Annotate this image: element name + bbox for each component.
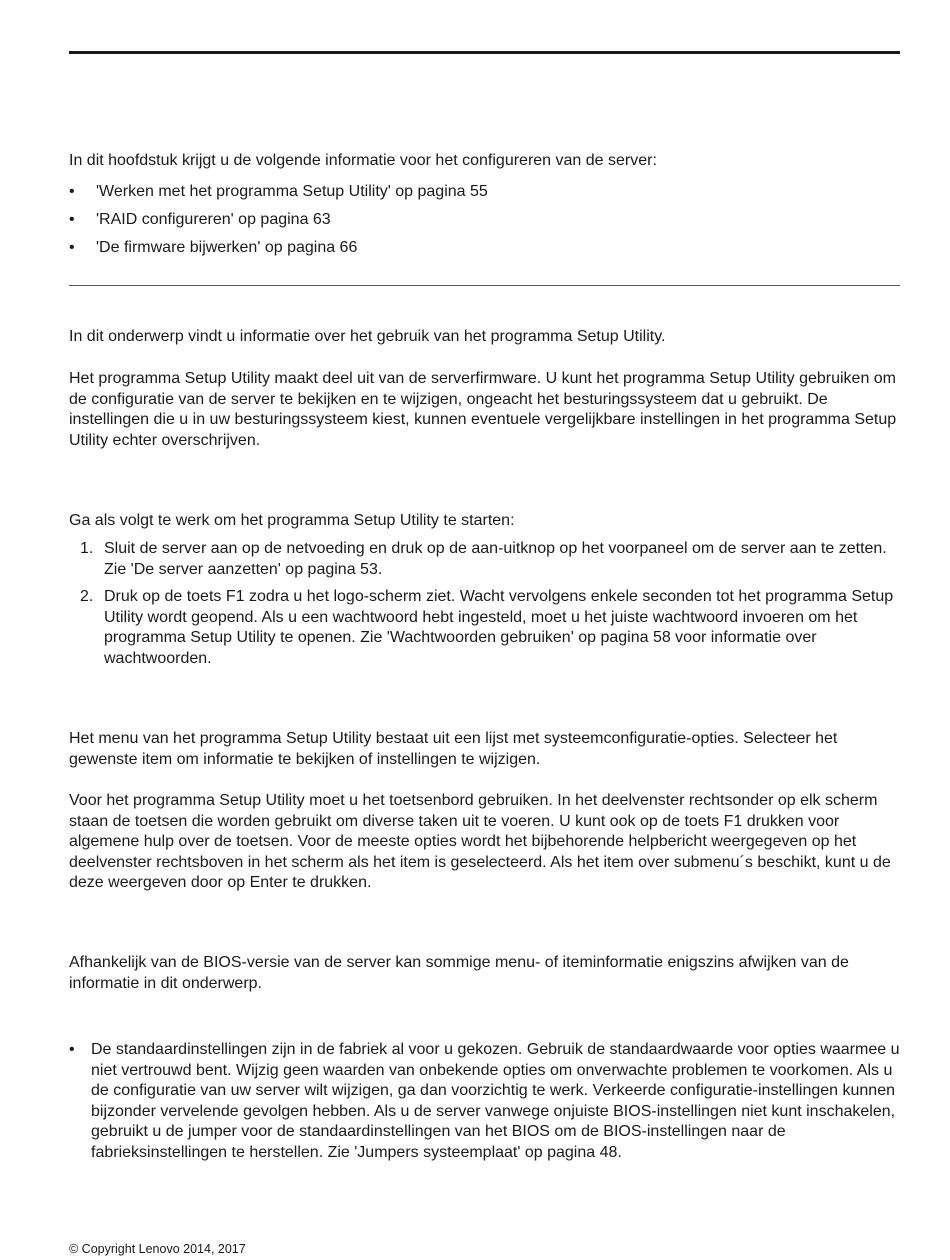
step-number: 1.: [80, 540, 94, 557]
keyboard-usage-text: Voor het programma Setup Utility moet u het toetsenbord gebruiken. In het deelvenster rechtsonder op elk scherm staan de toetsen die worden gebruikt om diverse taken uit te voeren. U kunt ook op de toets F1 drukken voor algemene hulp over de toetsen. Voor de meeste opties wordt het bijbehorende helpbericht weergegeven op het deelvenster rechtsboven in het scherm als het item is geselecteerd. Als het item over submenu´s beschikt, kunt u de deze weergeven door op Enter te drukken.: [69, 792, 891, 891]
bullet-icon: •: [69, 183, 75, 200]
list-item: [69, 1040, 903, 1163]
step-item: [69, 539, 903, 580]
topic-link[interactable]: 'De firmware bijwerken' op pagina 66: [96, 239, 358, 256]
section-intro-text: In dit onderwerp vindt u informatie over het gebruik van het programma Setup Utility.: [69, 328, 666, 345]
list-item[interactable]: [69, 182, 903, 203]
bullet-icon: •: [69, 239, 75, 256]
topic-link[interactable]: 'Werken met het programma Setup Utility' op pagina 55: [96, 183, 488, 200]
intro-text: In dit hoofdstuk krijgt u de volgende informatie voor het configureren van de server:: [69, 152, 657, 169]
step-number: 2.: [80, 588, 94, 605]
list-item[interactable]: [69, 238, 903, 259]
section-divider: [69, 285, 900, 286]
bullet-icon: •: [69, 1041, 75, 1058]
start-procedure-intro: Ga als volgt te werk om het programma Setup Utility te starten:: [69, 512, 515, 529]
start-steps-list: [69, 539, 903, 676]
step-text: Druk op de toets F1 zodra u het logo-scherm ziet. Wacht vervolgens enkele seconden tot het programma Setup Utility wordt geopend. Als u een wachtwoord hebt ingesteld, moet u het juiste wachtwoord invoeren om het programma Setup Utility te openen. Zie 'Wachtwoorden gebruiken' op pagina 58 voor informatie over wachtwoorden.: [104, 588, 894, 667]
bios-version-note: Afhankelijk van de BIOS-versie van de server kan sommige menu- of iteminformatie enigszins afwijken van de informatie in dit onderwerp.: [69, 954, 849, 992]
copyright-footer: © Copyright Lenovo 2014, 2017: [69, 1242, 246, 1256]
setup-utility-description: Het programma Setup Utility maakt deel uit van de serverfirmware. U kunt het programma Setup Utility gebruiken om de configuratie van de server te bekijken en te wijzigen, ongeacht het besturingssysteem dat u gebruikt. De instellingen die u in uw besturingssysteem kiest, kunnen eventuele vergelijkbare instellingen in het programma Setup Utility echter overschrijven.: [69, 370, 897, 449]
intro-topic-list: [69, 182, 903, 266]
top-rule: [69, 51, 900, 54]
step-text: Sluit de server aan op de netvoeding en druk op de aan-uitknop op het voorpaneel om de server aan te zetten. Zie 'De server aanzetten' op pagina 53.: [104, 540, 887, 578]
step-item: [69, 587, 903, 669]
attention-text: De standaardinstellingen zijn in de fabriek al voor u gekozen. Gebruik de standaardwaarde voor opties waarmee u niet vertrouwd bent. Wijzig geen waarden van onbekende opties om onverwachte problemen te voorkomen. Als u de configuratie van uw server wilt wijzigen, ga dan voorzichtig te werk. Verkeerde configuratie-instellingen kunnen bijzonder vervelende gevolgen hebben. Als u de server vanwege onjuiste BIOS-instellingen niet kunt inschakelen, gebruikt u de jumper voor de standaardinstellingen van het BIOS om de BIOS-instellingen naar de fabrieksinstellingen te herstellen. Zie 'Jumpers systeemplaat' op pagina 48.: [91, 1041, 900, 1161]
list-item[interactable]: [69, 210, 903, 231]
bullet-icon: •: [69, 211, 75, 228]
attention-list: [69, 1040, 903, 1163]
menu-description: Het menu van het programma Setup Utility bestaat uit een lijst met systeemconfiguratie-opties. Selecteer het gewenste item om informatie te bekijken of instellingen te wijzigen.: [69, 730, 838, 768]
topic-link[interactable]: 'RAID configureren' op pagina 63: [96, 211, 331, 228]
